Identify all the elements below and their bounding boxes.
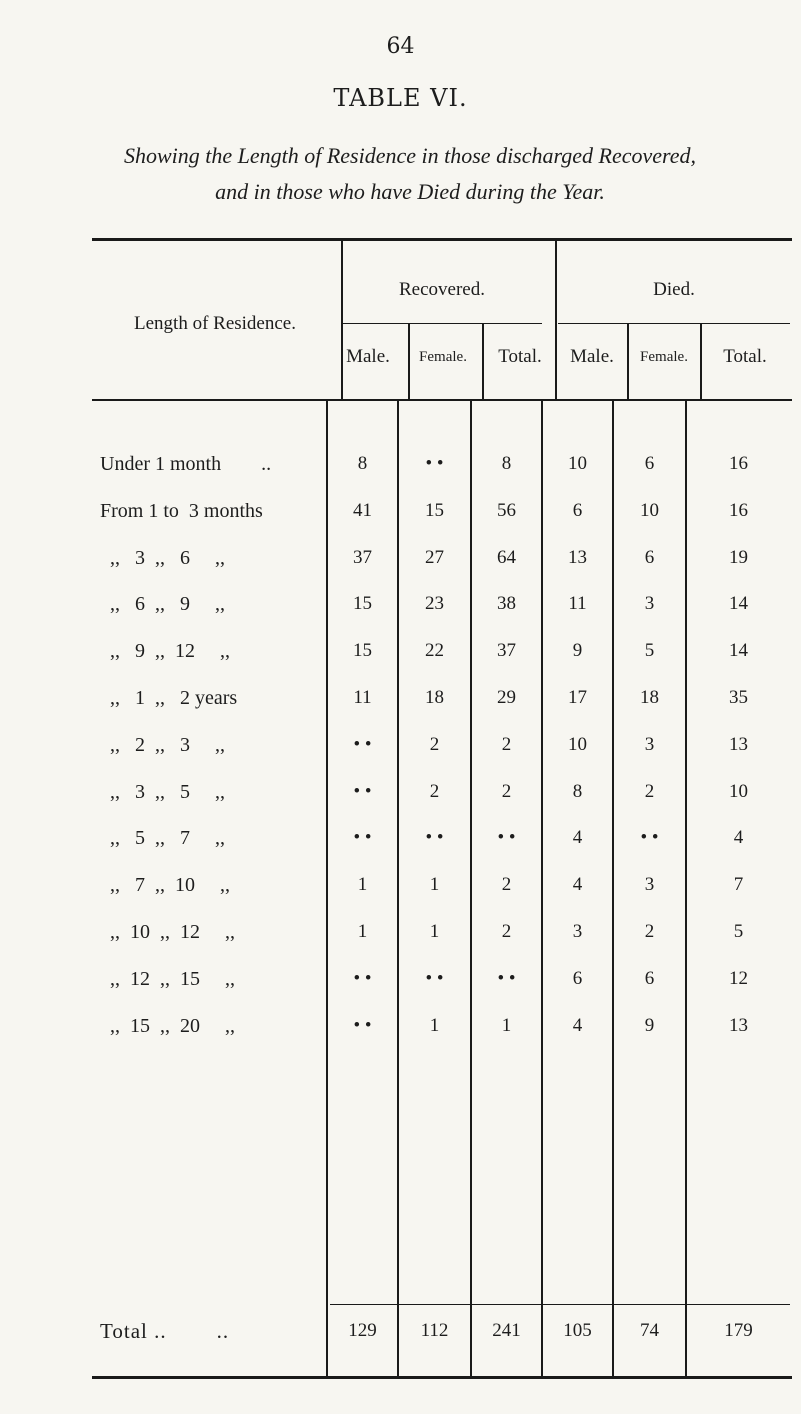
cell-died-total: 16 xyxy=(729,453,748,474)
cell-died-female: 3 xyxy=(644,593,655,614)
cell-recovered-female: 2 xyxy=(429,781,440,802)
cell-died-female: 6 xyxy=(644,453,655,474)
page-number: 64 xyxy=(386,34,415,59)
cell-recovered-female: 18 xyxy=(425,687,444,708)
row-label: ,, 3 ,, 6 ,, xyxy=(100,547,225,569)
cell-recovered-male: • • xyxy=(353,781,372,802)
row-label: ,, 5 ,, 7 ,, xyxy=(100,827,225,849)
cell-recovered-male: 37 xyxy=(353,547,372,568)
cell-died-female: • • xyxy=(640,827,659,848)
cell-died-total: 14 xyxy=(729,593,748,614)
row-label: ,, 9 ,, 12 ,, xyxy=(100,640,230,662)
cell-died-male: 17 xyxy=(568,687,587,708)
cell-died-female: 9 xyxy=(644,1015,655,1036)
header-divider-1 xyxy=(341,241,343,399)
row-label: ,, 1 ,, 2 years xyxy=(100,687,238,709)
cell-recovered-male: • • xyxy=(353,827,372,848)
total-died-total: 179 xyxy=(724,1320,753,1341)
cell-died-male: 4 xyxy=(572,827,583,848)
caption-line-2: and in those who have Died during the Year. xyxy=(215,179,605,205)
header-subrule-recovered xyxy=(342,323,542,324)
cell-recovered-male: 11 xyxy=(353,687,372,708)
cell-died-male: 4 xyxy=(572,874,583,895)
cell-recovered-female: 27 xyxy=(425,547,444,568)
cell-died-total: 13 xyxy=(729,1015,748,1036)
cell-recovered-female: • • xyxy=(425,968,444,989)
cell-died-female: 3 xyxy=(644,734,655,755)
cell-died-male: 8 xyxy=(572,781,583,802)
cell-recovered-total: 38 xyxy=(497,593,516,614)
cell-died-male: 9 xyxy=(572,640,583,661)
cell-recovered-female: • • xyxy=(425,827,444,848)
cell-recovered-male: • • xyxy=(353,734,372,755)
header-divider-3 xyxy=(482,324,484,399)
cell-died-male: 10 xyxy=(568,734,587,755)
cell-recovered-female: 22 xyxy=(425,640,444,661)
cell-recovered-total: • • xyxy=(497,827,516,848)
cell-died-female: 2 xyxy=(644,781,655,802)
cell-died-total: 14 xyxy=(729,640,748,661)
cell-recovered-male: 1 xyxy=(357,874,368,895)
cell-recovered-total: 8 xyxy=(501,453,512,474)
total-died-female: 74 xyxy=(640,1320,659,1341)
cell-recovered-total: 2 xyxy=(501,921,512,942)
row-label: ,, 2 ,, 3 ,, xyxy=(100,734,225,756)
header-divider-2 xyxy=(408,324,410,399)
row-label: ,, 15 ,, 20 ,, xyxy=(100,1015,235,1037)
cell-died-total: 4 xyxy=(733,827,744,848)
cell-died-total: 7 xyxy=(733,874,744,895)
bottom-rule xyxy=(92,1376,792,1379)
cell-died-total: 5 xyxy=(733,921,744,942)
table-caption xyxy=(60,138,760,211)
total-died-male: 105 xyxy=(563,1320,592,1341)
cell-died-male: 6 xyxy=(572,968,583,989)
row-label: Under 1 month .. xyxy=(100,453,272,475)
top-rule xyxy=(92,238,792,241)
cell-died-total: 16 xyxy=(729,500,748,521)
row-label: ,, 7 ,, 10 ,, xyxy=(100,874,230,896)
table-title: TABLE VI. xyxy=(333,84,468,112)
died-male-header: Male. xyxy=(570,346,614,367)
cell-recovered-male: 15 xyxy=(353,593,372,614)
died-female-header: Female. xyxy=(640,349,688,365)
cell-recovered-total: 1 xyxy=(501,1015,512,1036)
total-recovered-female: 112 xyxy=(420,1320,449,1341)
cell-died-total: 10 xyxy=(729,781,748,802)
cell-died-male: 10 xyxy=(568,453,587,474)
cell-recovered-female: 1 xyxy=(429,874,440,895)
cell-recovered-female: 1 xyxy=(429,1015,440,1036)
row-label: ,, 12 ,, 15 ,, xyxy=(100,968,235,990)
cell-recovered-male: 41 xyxy=(353,500,372,521)
cell-recovered-total: 2 xyxy=(501,874,512,895)
cell-recovered-total: 2 xyxy=(501,734,512,755)
cell-recovered-female: 1 xyxy=(429,921,440,942)
cell-died-total: 13 xyxy=(729,734,748,755)
row-label: ,, 3 ,, 5 ,, xyxy=(100,781,225,803)
sum-rule xyxy=(330,1304,790,1305)
recovered-total-header: Total. xyxy=(498,346,542,367)
caption-line-1: Showing the Length of Residence in those discharged Recovered, xyxy=(123,143,697,168)
total-recovered-total: 241 xyxy=(492,1320,521,1341)
cell-died-female: 2 xyxy=(644,921,655,942)
row-label: ,, 10 ,, 12 ,, xyxy=(100,921,235,943)
cell-died-male: 13 xyxy=(568,547,587,568)
cell-recovered-male: • • xyxy=(353,1015,372,1036)
cell-recovered-male: 15 xyxy=(353,640,372,661)
header-divider-5 xyxy=(627,324,629,399)
header-divider-6 xyxy=(700,324,702,399)
cell-recovered-total: 2 xyxy=(501,781,512,802)
cell-died-female: 3 xyxy=(644,874,655,895)
cell-recovered-female: 2 xyxy=(429,734,440,755)
cell-died-total: 35 xyxy=(729,687,748,708)
cell-recovered-total: • • xyxy=(497,968,516,989)
recovered-header: Recovered. xyxy=(399,279,485,300)
header-subrule-died xyxy=(558,323,790,324)
total-recovered-male: 129 xyxy=(348,1320,377,1341)
total-label: Total .. .. xyxy=(100,1319,230,1343)
cell-recovered-male: 1 xyxy=(357,921,368,942)
cell-died-female: 10 xyxy=(640,500,659,521)
cell-recovered-female: 23 xyxy=(425,593,444,614)
cell-died-female: 6 xyxy=(644,547,655,568)
row-label: ,, 6 ,, 9 ,, xyxy=(100,593,225,615)
cell-recovered-total: 37 xyxy=(497,640,516,661)
died-total-header: Total. xyxy=(723,346,767,367)
cell-recovered-female: • • xyxy=(425,453,444,474)
cell-died-female: 18 xyxy=(640,687,659,708)
cell-died-male: 6 xyxy=(572,500,583,521)
cell-recovered-total: 56 xyxy=(497,500,516,521)
cell-recovered-male: 8 xyxy=(357,453,368,474)
cell-recovered-total: 64 xyxy=(497,547,516,568)
cell-died-female: 6 xyxy=(644,968,655,989)
cell-died-male: 3 xyxy=(572,921,583,942)
cell-died-male: 4 xyxy=(572,1015,583,1036)
cell-died-total: 19 xyxy=(729,547,748,568)
cell-died-total: 12 xyxy=(729,968,748,989)
row-label: From 1 to 3 months xyxy=(100,500,263,522)
cell-recovered-total: 29 xyxy=(497,687,516,708)
header-divider-4 xyxy=(555,241,557,399)
cell-recovered-female: 15 xyxy=(425,500,444,521)
header-bottom-rule xyxy=(92,399,792,401)
stub-header: Length of Residence. xyxy=(134,313,296,334)
died-header: Died. xyxy=(653,279,695,300)
cell-recovered-male: • • xyxy=(353,968,372,989)
recovered-female-header: Female. xyxy=(419,349,467,365)
cell-died-male: 11 xyxy=(568,593,587,614)
cell-died-female: 5 xyxy=(644,640,655,661)
recovered-male-header: Male. xyxy=(346,346,390,367)
